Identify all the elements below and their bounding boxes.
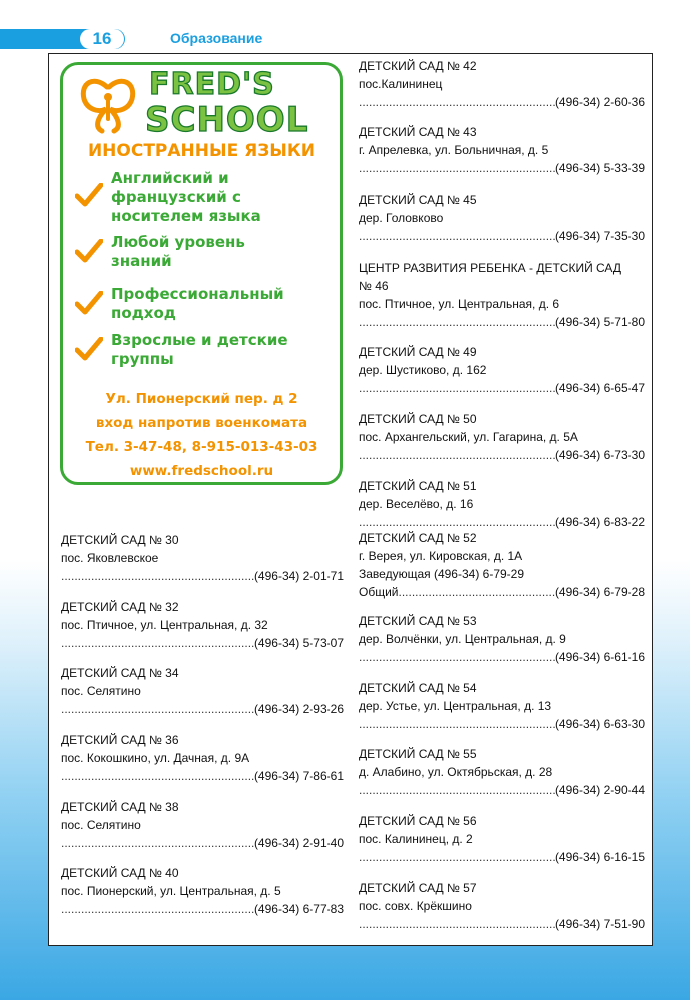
listing-phone: (496-34) 2-90-44 — [554, 783, 645, 797]
listing-address: дер. Шустиково, д. 162 — [359, 363, 487, 377]
listing-phone: (496-34) 6-63-30 — [554, 717, 645, 731]
listing-entry — [61, 798, 344, 852]
listing-phone-label: Общий — [359, 585, 399, 599]
listing-entry — [61, 531, 344, 585]
listing-phone: (496-34) 6-79-28 — [554, 585, 645, 599]
listing-address: пос. Кокошкино, ул. Дачная, д. 9А — [61, 751, 250, 765]
listing-address: пос. Пионерский, ул. Центральная, д. 5 — [61, 884, 281, 898]
listing-address: пос. Селятино — [61, 684, 141, 698]
listing-phone: (496-34) 6-16-15 — [554, 850, 645, 864]
fredschool-ad — [60, 62, 343, 485]
listing-phone: (496-34) 2-93-26 — [253, 702, 344, 716]
listing-extra-phone: Заведующая (496-34) 6-79-29 — [359, 567, 525, 581]
listing-entry — [61, 731, 344, 785]
listing-entry — [359, 343, 645, 397]
ad-feature — [75, 331, 335, 369]
listing-title: ДЕТСКИЙ САД № 43 — [359, 125, 477, 139]
listing-phone: (496-34) 6-61-16 — [554, 650, 645, 664]
listing-title: ДЕТСКИЙ САД № 42 — [359, 59, 477, 73]
listing-entry — [359, 57, 645, 111]
listing-entry — [359, 410, 645, 464]
listing-title-cont: № 46 — [359, 279, 389, 293]
listing-phone: (496-34) 7-51-90 — [554, 917, 645, 931]
listing-phone: (496-34) 7-86-61 — [253, 769, 344, 783]
listing-entry — [359, 879, 645, 933]
listing-phone: (496-34) 5-71-80 — [554, 315, 645, 329]
listing-address: пос. Селятино — [61, 818, 141, 832]
checkmark-icon — [75, 183, 103, 207]
listing-entry — [61, 864, 344, 918]
listing-phone: (496-34) 6-65-47 — [554, 381, 645, 395]
ad-brand-line2: SCHOOL — [145, 100, 309, 140]
listing-title: ДЕТСКИЙ САД № 49 — [359, 345, 477, 359]
checkmark-icon — [75, 291, 103, 315]
listing-entry — [359, 679, 645, 733]
listing-phone: (496-34) 7-35-30 — [554, 229, 645, 243]
listing-phone: (496-34) 6-83-22 — [554, 515, 645, 529]
listing-entry — [359, 745, 645, 799]
listing-entry — [359, 191, 645, 245]
listing-title: ДЕТСКИЙ САД № 51 — [359, 479, 477, 493]
checkmark-icon — [75, 239, 103, 263]
listing-title: ДЕТСКИЙ САД № 45 — [359, 193, 477, 207]
listing-entry — [359, 612, 645, 666]
listing-address: г. Апрелевка, ул. Больничная, д. 5 — [359, 143, 549, 157]
listing-address: пос.Калининец — [359, 77, 443, 91]
listing-address: д. Алабино, ул. Октябрьская, д. 28 — [359, 765, 553, 779]
listing-entry — [61, 598, 344, 652]
listing-address: дер. Волчёнки, ул. Центральная, д. 9 — [359, 632, 566, 646]
ad-feature — [75, 233, 335, 271]
checkmark-icon — [75, 337, 103, 361]
listing-title: ДЕТСКИЙ САД № 34 — [61, 666, 179, 680]
ad-feature-text: Профессиональный подход — [111, 285, 284, 322]
listing-phone: (496-34) 2-01-71 — [253, 569, 344, 583]
listing-address: дер. Головково — [359, 211, 444, 225]
listing-title: ДЕТСКИЙ САД № 55 — [359, 747, 477, 761]
listing-phone: (496-34) 5-33-39 — [554, 161, 645, 175]
ad-address-line2: вход напротив военкомата — [95, 415, 308, 431]
listing-title: ДЕТСКИЙ САД № 32 — [61, 600, 179, 614]
listing-phone: (496-34) 2-60-36 — [554, 95, 645, 109]
listing-address: пос. Птичное, ул. Центральная, д. 32 — [61, 618, 268, 632]
ad-address-line1: Ул. Пионерский пер. д 2 — [105, 391, 298, 407]
listing-title: ДЕТСКИЙ САД № 36 — [61, 733, 179, 747]
ad-feature — [75, 169, 335, 226]
ad-website[interactable]: www.fredschool.ru — [129, 463, 274, 479]
listing-phone: (496-34) 5-73-07 — [253, 636, 344, 650]
listing-address: пос. Архангельский, ул. Гагарина, д. 5А — [359, 430, 578, 444]
listing-title: ДЕТСКИЙ САД № 50 — [359, 412, 477, 426]
listing-address: г. Верея, ул. Кировская, д. 1А — [359, 549, 523, 563]
listing-phone: (496-34) 6-77-83 — [253, 902, 344, 916]
listing-address: дер. Устье, ул. Центральная, д. 13 — [359, 699, 552, 713]
ad-phone: Тел. 3-47-48, 8-915-013-43-03 — [85, 439, 318, 455]
ad-heading: ИНОСТРАННЫЕ ЯЗЫКИ — [87, 141, 316, 161]
butterfly-logo-icon — [76, 73, 138, 135]
listing-address: пос. совх. Крёкшино — [359, 899, 472, 913]
listing-title: ДЕТСКИЙ САД № 30 — [61, 533, 179, 547]
listing-entry — [359, 477, 645, 531]
listing-phone: (496-34) 2-91-40 — [253, 836, 344, 850]
listing-entry — [359, 259, 645, 331]
ad-feature-text: Взрослые и детские группы — [111, 331, 288, 368]
ad-feature-text: Любой уровень знаний — [111, 233, 245, 270]
listing-address: дер. Веселёво, д. 16 — [359, 497, 474, 511]
listing-title: ДЕТСКИЙ САД № 56 — [359, 814, 477, 828]
ad-brand-line1: FRED'S — [149, 67, 275, 102]
listing-title: ДЕТСКИЙ САД № 52 — [359, 531, 477, 545]
listing-title: ДЕТСКИЙ САД № 40 — [61, 866, 179, 880]
listing-entry — [359, 529, 645, 601]
listing-entry — [359, 123, 645, 177]
listing-address: пос. Калининец, д. 2 — [359, 832, 473, 846]
listing-address: пос. Яковлевское — [61, 551, 159, 565]
ad-feature-text: Английский и французский с носителем языка — [111, 169, 261, 225]
ad-feature — [75, 285, 335, 323]
listing-address: пос. Птичное, ул. Центральная, д. 6 — [359, 297, 560, 311]
listing-entry — [359, 812, 645, 866]
listing-title: ЦЕНТР РАЗВИТИЯ РЕБЕНКА - ДЕТСКИЙ САД — [359, 261, 621, 275]
listing-phone: (496-34) 6-73-30 — [554, 448, 645, 462]
listing-title: ДЕТСКИЙ САД № 53 — [359, 614, 477, 628]
listing-entry — [61, 664, 344, 718]
listing-title: ДЕТСКИЙ САД № 57 — [359, 881, 477, 895]
page-number: 16 — [80, 29, 124, 49]
section-title: Образование — [170, 30, 263, 46]
listing-title: ДЕТСКИЙ САД № 38 — [61, 800, 179, 814]
listing-title: ДЕТСКИЙ САД № 54 — [359, 681, 477, 695]
